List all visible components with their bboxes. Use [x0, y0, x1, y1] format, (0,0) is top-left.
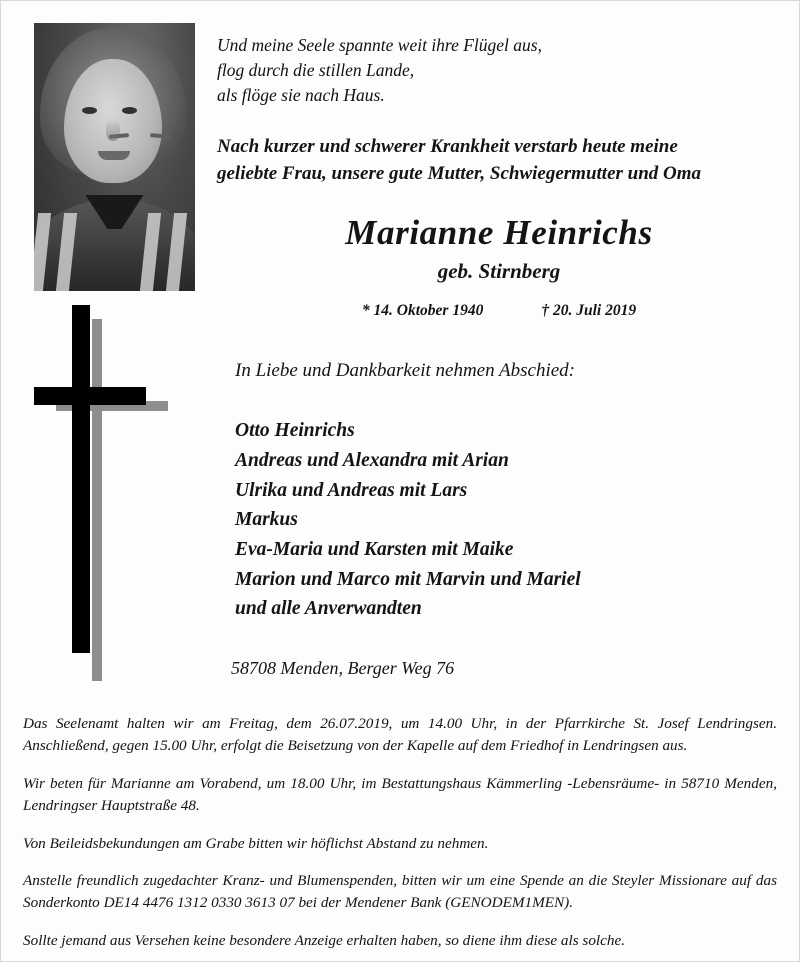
photo-eyebrow-right: [149, 133, 169, 139]
maiden-name: geb. Stirnberg: [437, 259, 561, 284]
list-item: Markus: [235, 509, 298, 531]
upper-section: [1, 1, 799, 683]
announcement-text: [217, 134, 781, 188]
announcement-line: Nach kurzer und schwerer Krankheit verstarb heute meine: [217, 135, 678, 157]
list-item: Marion und Marco mit Marvin und Mariel: [235, 568, 581, 590]
poem-line: flog durch die stillen Lande,: [217, 59, 415, 80]
death-date: † 20. Juli 2019: [541, 302, 637, 320]
cross-shadow-vertical: [92, 319, 102, 681]
list-item: und alle Anverwandten: [235, 598, 422, 620]
notice-paragraph: Das Seelenamt halten wir am Freitag, dem 26.07.2019, um 14.00 Uhr, in der Pfarrkirche St. Josef Lendringsen. Anschließend, gegen 15.00 Uhr, erfolgt die Beisetzung von der Kapelle auf dem Friedhof in Lendringsen aus.: [23, 715, 777, 754]
farewell-line: In Liebe und Dankbarkeit nehmen Abschied:: [235, 360, 575, 382]
life-dates: [217, 302, 781, 320]
mourners-list: [235, 416, 781, 623]
list-item: Ulrika und Andreas mit Lars: [235, 479, 468, 501]
deceased-name: Marianne Heinrichs: [345, 213, 653, 253]
notice-paragraph: Wir beten für Marianne am Vorabend, um 18.00 Uhr, im Bestattungshaus Kämmerling -Lebensräume- in 58710 Menden, Lendringser Hauptstraße 48.: [23, 774, 777, 814]
graphics-column: [25, 23, 203, 683]
photo-eye-left: [82, 107, 97, 114]
list-item: Eva-Maria und Karsten mit Maike: [235, 538, 514, 560]
photo-mouth: [98, 151, 130, 160]
poem-line: als flöge sie nach Haus.: [217, 84, 385, 105]
photo-garment-stripe: [55, 213, 76, 291]
cross-horizontal-beam: [34, 387, 146, 405]
text-column: [203, 23, 781, 679]
poem-block: [217, 33, 781, 108]
portrait-photo: [34, 23, 195, 291]
notice-paragraph: Anstelle freundlich zugedachter Kranz- und Blumenspenden, bitten wir um eine Spende an die Steyler Missionare auf das Sonderkonto DE14 4476 1312 0330 3613 07 bei der Mendener Bank (GENODEM1MEN).: [23, 872, 777, 912]
notice-paragraph: Sollte jemand aus Versehen keine besondere Anzeige erhalten haben, so diene ihm diese als solche.: [23, 932, 626, 950]
address-line: 58708 Menden, Berger Weg 76: [231, 657, 455, 678]
poem-line: Und meine Seele spannte weit ihre Flügel aus,: [217, 35, 542, 55]
birth-date: * 14. Oktober 1940: [361, 302, 484, 320]
notices-section: [1, 697, 799, 952]
photo-eye-right: [122, 107, 137, 114]
photo-nose: [106, 119, 120, 141]
photo-garment-stripe: [139, 213, 160, 291]
announcement-line: geliebte Frau, unsere gute Mutter, Schwiegermutter und Oma: [217, 162, 702, 184]
list-item: Andreas und Alexandra mit Arian: [235, 450, 509, 472]
photo-garment-stripe: [34, 213, 51, 291]
cross-vertical-beam: [72, 305, 90, 653]
notice-paragraph: Von Beileidsbekundungen am Grabe bitten wir höflichst Abstand zu nehmen.: [23, 834, 489, 852]
photo-garment-stripe: [165, 213, 186, 291]
cross-icon: [34, 305, 195, 683]
list-item: Otto Heinrichs: [235, 420, 355, 442]
